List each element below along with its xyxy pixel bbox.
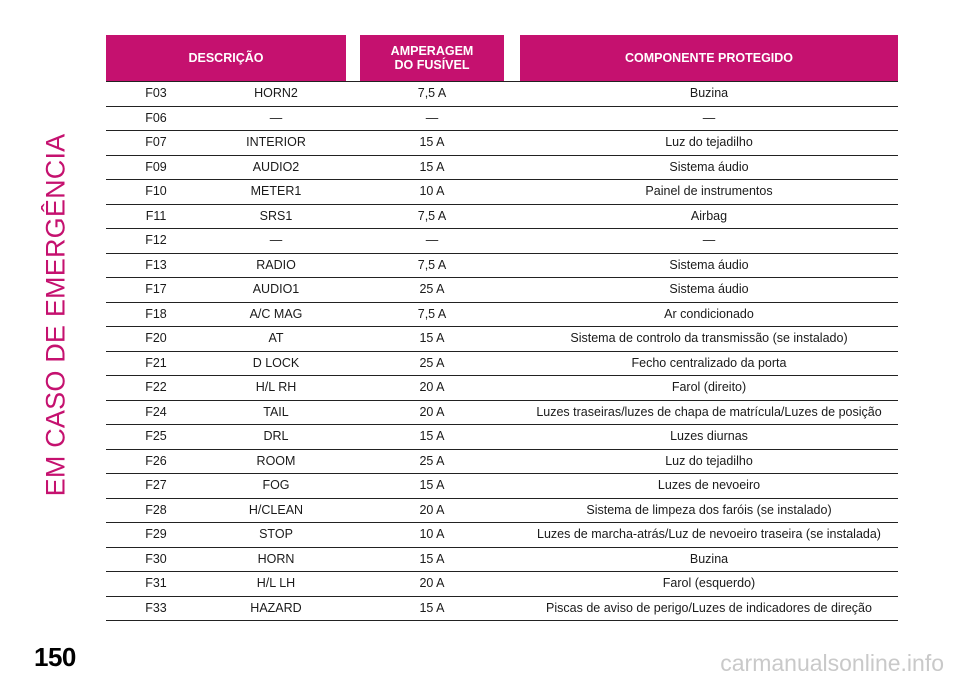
code-cell: ROOM bbox=[256, 453, 296, 468]
amperage-cell: 20 A bbox=[419, 380, 445, 394]
amperage-cell: 20 A bbox=[419, 404, 445, 419]
code-cell: — bbox=[269, 233, 283, 247]
fuse-cell: F26 bbox=[145, 453, 167, 468]
table-row bbox=[106, 277, 898, 302]
code-cell: HAZARD bbox=[250, 600, 302, 615]
table-row bbox=[106, 522, 898, 547]
component-cell: Buzina bbox=[689, 551, 729, 566]
amperage-cell: 15 A bbox=[419, 331, 445, 345]
header-amperage-label: AMPERAGEM DO FUSÍVEL bbox=[390, 44, 474, 72]
fuse-cell: F06 bbox=[145, 110, 167, 125]
table-row bbox=[106, 449, 898, 474]
fuse-cell: F27 bbox=[145, 478, 167, 492]
table-row bbox=[106, 596, 898, 622]
fuse-cell: F28 bbox=[145, 502, 167, 517]
fuse-cell: F33 bbox=[145, 600, 167, 615]
table-row bbox=[106, 106, 898, 131]
amperage-cell: 20 A bbox=[419, 576, 445, 590]
component-cell: Painel de instrumentos bbox=[645, 184, 773, 198]
fuse-cell: F03 bbox=[145, 86, 167, 100]
amperage-cell: — bbox=[425, 233, 439, 247]
component-cell: Buzina bbox=[689, 86, 729, 100]
fuse-table bbox=[106, 35, 898, 621]
fuse-cell: F31 bbox=[145, 576, 167, 590]
code-cell: D LOCK bbox=[252, 355, 300, 370]
table-row bbox=[106, 547, 898, 572]
code-cell: INTERIOR bbox=[246, 135, 306, 149]
fuse-cell: F09 bbox=[145, 159, 167, 174]
code-cell: RADIO bbox=[256, 257, 296, 272]
table-row bbox=[106, 81, 898, 106]
fuse-cell: F25 bbox=[145, 429, 167, 443]
table-row bbox=[106, 375, 898, 400]
amperage-cell: 20 A bbox=[419, 502, 445, 517]
table-row bbox=[106, 351, 898, 376]
amperage-cell: — bbox=[425, 110, 439, 125]
component-cell: Piscas de aviso de perigo/Luzes de indicadores de direção bbox=[546, 600, 872, 615]
table-row bbox=[106, 326, 898, 351]
component-cell: — bbox=[702, 110, 716, 125]
fuse-cell: F07 bbox=[145, 135, 167, 149]
amperage-cell: 25 A bbox=[419, 453, 445, 468]
fuse-cell: F18 bbox=[145, 306, 167, 321]
component-cell: Luzes traseiras/luzes de chapa de matrícula/Luzes de posição bbox=[536, 404, 882, 419]
component-cell: Luzes diurnas bbox=[670, 429, 748, 443]
component-cell: Farol (direito) bbox=[671, 380, 747, 394]
code-cell: TAIL bbox=[263, 404, 289, 419]
code-cell: FOG bbox=[262, 478, 290, 492]
component-cell: Farol (esquerdo) bbox=[662, 576, 756, 590]
fuse-cell: F21 bbox=[145, 355, 167, 370]
amperage-cell: 15 A bbox=[419, 551, 445, 566]
header-component: COMPONENTE PROTEGIDO bbox=[520, 35, 898, 81]
amperage-cell: 15 A bbox=[419, 429, 445, 443]
component-cell: Sistema de controlo da transmissão (se instalado) bbox=[570, 331, 848, 345]
code-cell: DRL bbox=[263, 429, 289, 443]
component-cell: Sistema áudio bbox=[669, 282, 749, 296]
amperage-cell: 10 A bbox=[419, 184, 445, 198]
amperage-cell: 15 A bbox=[419, 159, 445, 174]
fuse-cell: F11 bbox=[145, 208, 167, 223]
amperage-cell: 15 A bbox=[419, 478, 445, 492]
fuse-cell: F20 bbox=[145, 331, 167, 345]
code-cell: AUDIO2 bbox=[252, 159, 300, 174]
amperage-cell: 25 A bbox=[419, 282, 445, 296]
code-cell: METER1 bbox=[250, 184, 302, 198]
fuse-cell: F29 bbox=[145, 527, 167, 541]
table-row bbox=[106, 228, 898, 253]
fuse-cell: F30 bbox=[145, 551, 167, 566]
fuse-cell: F13 bbox=[145, 257, 167, 272]
section-title-text: EM CASO DE EMERGÊNCIA bbox=[40, 133, 71, 497]
table-row bbox=[106, 498, 898, 523]
table-row bbox=[106, 130, 898, 155]
code-cell: HORN bbox=[257, 551, 295, 566]
fuse-cell: F12 bbox=[145, 233, 167, 247]
component-cell: Fecho centralizado da porta bbox=[631, 355, 787, 370]
component-cell: Sistema de limpeza dos faróis (se instalado) bbox=[586, 502, 832, 517]
amperage-cell: 7,5 A bbox=[417, 208, 447, 223]
fuse-cell: F17 bbox=[145, 282, 167, 296]
amperage-cell: 7,5 A bbox=[417, 257, 447, 272]
code-cell: STOP bbox=[259, 527, 293, 541]
amperage-cell: 25 A bbox=[419, 355, 445, 370]
code-cell: H/L RH bbox=[255, 380, 297, 394]
component-cell: Sistema áudio bbox=[669, 257, 749, 272]
component-cell: Luz do tejadilho bbox=[665, 135, 753, 149]
amperage-cell: 15 A bbox=[419, 600, 445, 615]
code-cell: AUDIO1 bbox=[252, 282, 300, 296]
code-cell: H/L LH bbox=[256, 576, 296, 590]
amperage-cell: 15 A bbox=[419, 135, 445, 149]
fuse-cell: F24 bbox=[145, 404, 167, 419]
amperage-cell: 10 A bbox=[419, 527, 445, 541]
table-header bbox=[106, 35, 898, 81]
component-cell: — bbox=[702, 233, 716, 247]
code-cell: AT bbox=[268, 331, 284, 345]
component-cell: Luz do tejadilho bbox=[665, 453, 753, 468]
component-cell: Luzes de marcha-atrás/Luz de nevoeiro traseira (se instalada) bbox=[537, 527, 881, 541]
watermark: carmanualsonline.info bbox=[720, 650, 944, 676]
fuse-cell: F22 bbox=[145, 380, 167, 394]
table-row bbox=[106, 473, 898, 498]
code-cell: H/CLEAN bbox=[248, 502, 304, 517]
table-row bbox=[106, 400, 898, 425]
amperage-cell: 7,5 A bbox=[417, 86, 447, 100]
table-row bbox=[106, 155, 898, 180]
amperage-cell: 7,5 A bbox=[417, 306, 447, 321]
component-cell: Luzes de nevoeiro bbox=[657, 478, 761, 492]
header-description: DESCRIÇÃO bbox=[106, 35, 346, 81]
table-body bbox=[106, 81, 898, 621]
table-row bbox=[106, 424, 898, 449]
header-amperage bbox=[360, 35, 504, 81]
table-row bbox=[106, 204, 898, 229]
code-cell: A/C MAG bbox=[249, 306, 303, 321]
component-cell: Airbag bbox=[690, 208, 728, 223]
code-cell: — bbox=[269, 110, 283, 125]
table-row bbox=[106, 253, 898, 278]
table-row bbox=[106, 302, 898, 327]
code-cell: SRS1 bbox=[259, 208, 293, 223]
code-cell: HORN2 bbox=[254, 86, 298, 100]
component-cell: Sistema áudio bbox=[669, 159, 749, 174]
table-row bbox=[106, 179, 898, 204]
page-number: 150 bbox=[34, 642, 76, 672]
fuse-cell: F10 bbox=[145, 184, 167, 198]
table-row bbox=[106, 571, 898, 596]
component-cell: Ar condicionado bbox=[664, 306, 754, 321]
